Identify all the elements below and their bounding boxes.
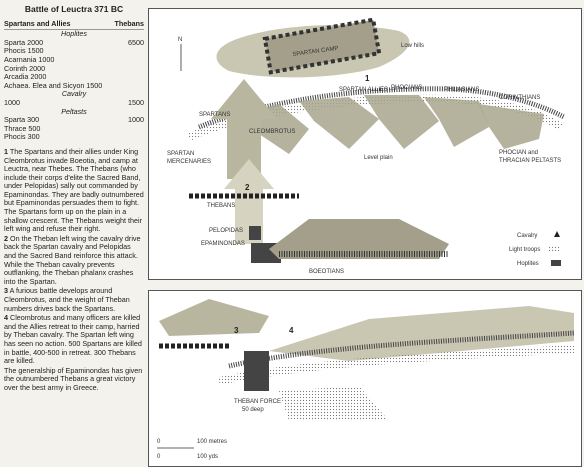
theban-depth-label: 50 deep [242,407,264,413]
legend-light: Light troops [509,247,541,253]
pelopidas-label: PELOPIDAS [209,228,244,234]
narrative-number: 2 [4,233,8,243]
allies-header: Spartans and Allies [4,18,71,28]
sacred-band [249,226,261,240]
scale-metres: 100 metres [197,439,228,445]
hoplites-allies: Achaea. Elea and Sicyon 1500 [4,80,103,90]
spartan-retreat-arrow [159,299,269,336]
cavalry-thebans: 1500 [128,97,144,107]
scale-yards: 100 yds [197,454,219,460]
theban-right-wing [279,386,389,421]
peltasts-row [4,133,144,142]
peltasts-heading: Peltasts [61,106,87,116]
narrative-text: The generalship of Epaminondas has given the outnumbered Thebans a great victory over the best army in Greece. [4,365,143,392]
peltasts-allies: Thrace 500 [4,123,41,133]
narrative-number: 3 [4,286,8,296]
narrative [4,148,144,393]
narrative-paragraph [4,367,144,393]
step-3: 3 [234,326,239,335]
narrative-text: A furious battle develops around Cleombrotus, and the weight of Theban numbers drives back the Spartans. [4,286,130,313]
cleombrotus-label: CLEOMBROTUS [249,129,296,135]
cavalry-heading: Cavalry [61,89,87,99]
narrative-paragraph [4,314,144,366]
peltasts-allies: Sparta 300 [4,115,40,125]
narrative-text: Cleombrotus and many officers are killed and the Allies retreat to their camp, harried by Theban cavalry. The Spartan left wing has seen no action. 500 Spartans are killed in battle, 400-500 in retreat. 300 Thebans are killed. [4,313,142,366]
hoplites-allies: Phocis 1500 [4,46,44,56]
narrative-text: On the Theban left wing the cavalry drive back the Spartan cavalry and Pelopidas and the Sacred Band reinforce this attack. While the Theban cavalry prevents outflanking, the Theban phalanx crashes into the Spartan. [4,233,141,286]
page-title: Battle of Leuctra 371 BC [24,4,124,14]
map-panel-bottom [148,290,582,467]
spartans-label: SPARTANS [199,112,231,118]
hills-label: Low hills [401,43,425,49]
narrative-number: 4 [4,313,8,323]
narrative-paragraph [4,148,144,234]
peltasts-label-2: THRACIAN PELTASTS [499,158,562,164]
scale-zero-y: 0 [157,454,161,460]
map-panel-top [148,8,582,280]
allies-label: SPARTAN ALLIES — [339,87,396,93]
thebans-header: Thebans [114,18,144,28]
narrative-paragraph [4,287,144,313]
step-2: 2 [245,183,250,192]
theban-force [244,351,269,391]
phliasians-label: PHLIASIANS [444,87,480,93]
camp-label: SPARTAN CAMP [292,45,339,59]
legend-cavalry: Cavalry [517,233,538,239]
north-label: N [178,37,183,43]
peltasts-thebans: 1000 [128,115,144,125]
scale-zero-m: 0 [157,439,161,445]
hoplites-allies: Arcadia 2000 [4,72,47,82]
epaminondas-label: EPAMINONDAS [201,241,245,247]
peltasts-label-1: PHOCIAN and [499,150,539,156]
hoplites-thebans: 6500 [128,37,144,47]
narrative-text: The Spartans and their allies under King Cleombrotus invade Boeotia, and camp at Leuctra, near Thebes. The Thebans (who include their corps d'elite the Sacred Band, under Pelopidas) sally out commanded by Epaminondas. They are badly outnumbered but Epaminondas persuades them to fight. The Spartans form up on the plain in a shallow crescent. The Thebans weight their left wing and refuse their right. [4,146,144,234]
narrative-number: 1 [4,146,8,156]
hoplites-allies: Corinth 2000 [4,63,46,73]
info-column [4,2,144,465]
step-1: 1 [365,74,370,83]
level-plain-label: Level plain [364,155,393,161]
hoplites-icon [551,260,561,266]
legend-hoplites: Hoplites [517,261,539,267]
mercenaries-label-2: MERCENARIES [167,159,212,165]
light-troops-icon [549,246,561,251]
cavalry-allies: 1000 [4,97,20,107]
thebans-label: THEBANS [207,203,236,209]
phocians-label: PHOCIANS [391,85,423,91]
step-4: 4 [289,326,294,335]
theban-force-label: THEBAN FORCE [234,399,282,405]
peltasts-allies: Phocis 300 [4,132,40,142]
cavalry-icon [554,231,560,237]
hoplites-heading: Hoplites [61,29,87,39]
boeotians-label: BOEOTIANS [309,269,345,275]
hoplites-allies: Sparta 2000 [4,37,44,47]
hoplites-allies: Acarnania 1000 [4,54,55,64]
narrative-paragraph [4,235,144,287]
mercenaries-label-1: SPARTAN [167,151,195,157]
corinthians-label: CORINTHIANS [499,95,541,101]
